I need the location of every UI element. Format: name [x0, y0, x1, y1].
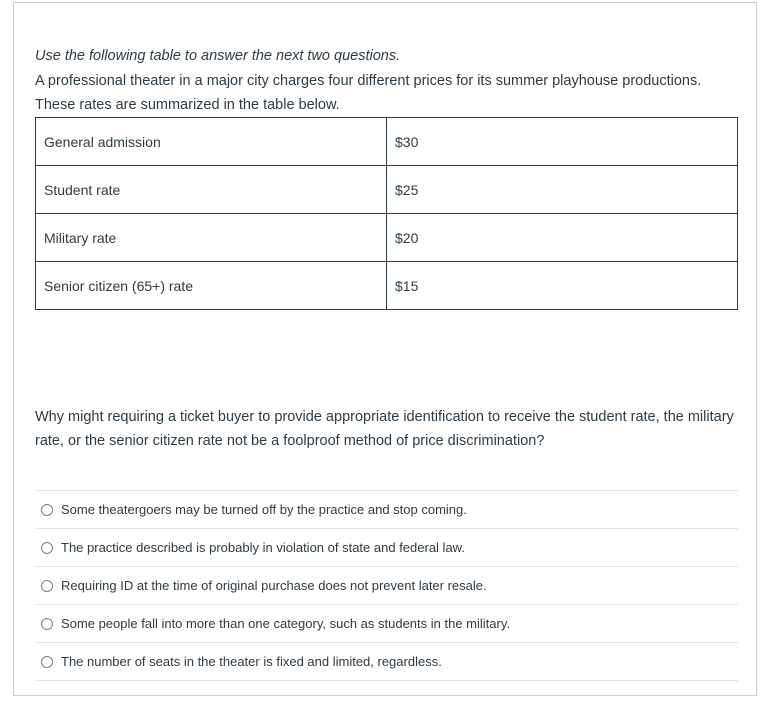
table-row [36, 262, 738, 310]
rate-label: Student rate [36, 166, 387, 214]
rate-label: Senior citizen (65+) rate [36, 262, 387, 310]
answer-option-5[interactable] [35, 643, 738, 681]
radio-button[interactable] [41, 504, 53, 516]
question-description: A professional theater in a major city charges four different prices for its summer playhouse productions. These rates are summarized in the table below. [35, 73, 702, 113]
question-prompt: Why might requiring a ticket buyer to provide appropriate identification to receive the student rate, the military rate, or the senior citizen rate not be a foolproof method of price discrimination? [35, 409, 734, 449]
table-row [36, 214, 738, 262]
radio-button[interactable] [41, 542, 53, 554]
rate-price: $20 [387, 214, 738, 262]
answer-option-2[interactable] [35, 529, 738, 567]
answer-list [35, 490, 738, 681]
answer-label: Some people fall into more than one category, such as students in the military. [61, 616, 510, 631]
rates-table [35, 117, 738, 310]
answer-option-3[interactable] [35, 567, 738, 605]
radio-button[interactable] [41, 618, 53, 630]
answer-label: Requiring ID at the time of original purchase does not prevent later resale. [61, 578, 487, 593]
answer-option-4[interactable] [35, 605, 738, 643]
table-row [36, 166, 738, 214]
radio-button[interactable] [41, 580, 53, 592]
answer-label: The number of seats in the theater is fixed and limited, regardless. [61, 654, 442, 669]
question-card [13, 2, 757, 696]
radio-button[interactable] [41, 656, 53, 668]
rate-label: General admission [36, 118, 387, 166]
rate-label: Military rate [36, 214, 387, 262]
rate-price: $25 [387, 166, 738, 214]
table-row [36, 118, 738, 166]
rate-price: $15 [387, 262, 738, 310]
answer-label: Some theatergoers may be turned off by the practice and stop coming. [61, 502, 467, 517]
answer-label: The practice described is probably in violation of state and federal law. [61, 540, 465, 555]
question-instruction: Use the following table to answer the next two questions. [35, 48, 401, 64]
rate-price: $30 [387, 118, 738, 166]
answer-option-1[interactable] [35, 491, 738, 529]
